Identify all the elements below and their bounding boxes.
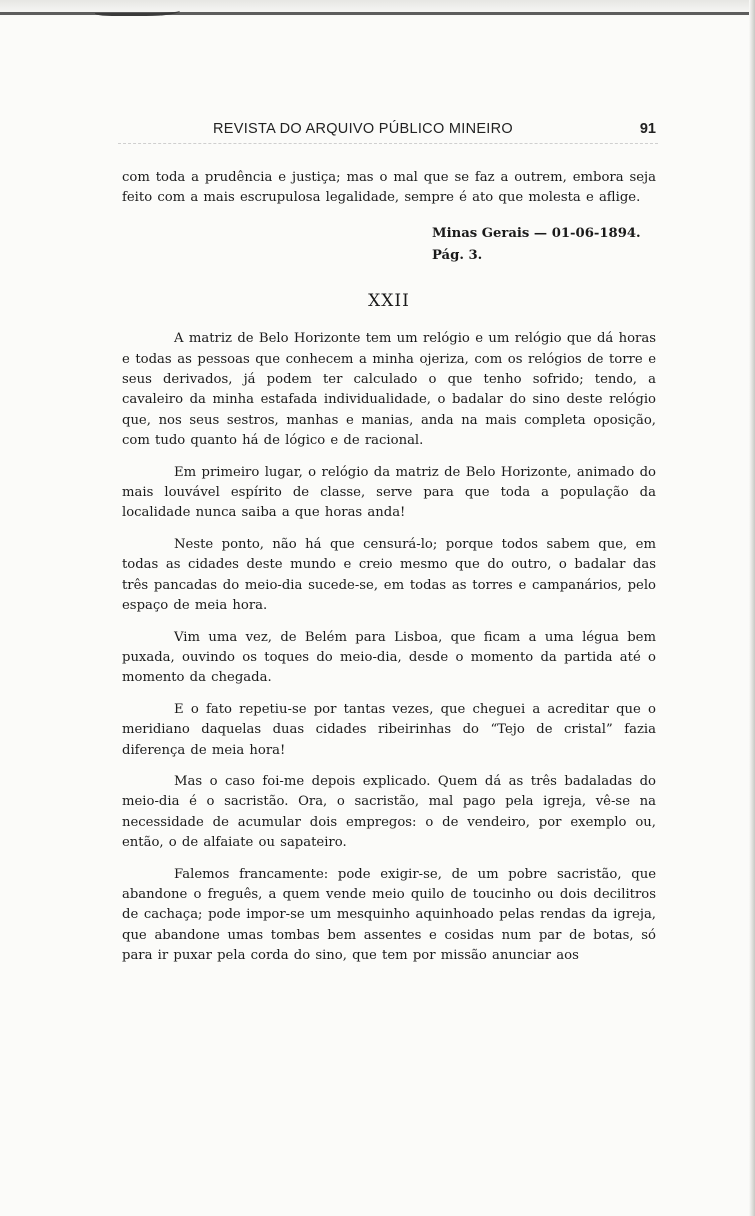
section-heading: XXII [368, 290, 410, 311]
citation-source: Minas Gerais — 01-06-1894. [432, 225, 641, 241]
scan-page-edge [749, 0, 755, 1216]
opening-paragraph: com toda a prudência e justiça; mas o mal que se faz a outrem, embora seja feito com a mais escrupulosa legalidade, sempre é ato que molesta e aflige. [122, 170, 656, 206]
source-citation [432, 223, 656, 267]
citation-page: Pág. 3. [432, 247, 483, 263]
paragraph-4: Vim uma vez, de Belém para Lisboa, que ficam a uma légua bem puxada, ouvindo os toques do meio-dia, desde o momento da partida até o momento da chegada. [122, 629, 656, 686]
paragraph-5: E o fato repetiu-se por tantas vezes, que cheguei a acreditar que o meridiano daquelas duas cidades ribeirinhas do “Tejo de cristal” fazia diferença de meia hora! [122, 701, 656, 758]
scan-ink-mark [95, 3, 180, 16]
running-header [118, 121, 658, 147]
journal-title: REVISTA DO ARQUIVO PÚBLICO MINEIRO [213, 121, 513, 137]
page-body [122, 168, 656, 967]
paragraph-1: A matriz de Belo Horizonte tem um relógio e um relógio que dá horas e todas as pessoas que conhecem a minha ojeriza, com os relógios de torre e seus derivados, já podem ter calculado o que tenho sofrido; tendo, a cavaleiro da minha estafada individualidade, o badalar do sino deste relógio que, nos seus sestros, manhas e manias, anda na mais completa oposição, com tudo quanto há de lógico e de racional. [122, 331, 656, 449]
paragraph-3: Neste ponto, não há que censurá-lo; porque todos sabem que, em todas as cidades deste mundo e creio mesmo que do outro, o badalar das três pancadas do meio-dia sucede-se, em todas as torres e campanários, pelo espaço de meia hora. [122, 536, 656, 614]
paragraph-7: Falemos francamente: pode exigir-se, de um pobre sacristão, que abandone o freguês, a quem vende meio quilo de toucinho ou dois decilitros de cachaça; pode impor-se um mesquinho aquinhoado pelas rendas da igreja, que abandone umas tombas bem assentes e cosidas num par de botas, só para ir puxar pela corda do sino, que tem por missão anunciar aos [122, 866, 656, 964]
header-rule [118, 143, 658, 144]
page-number: 91 [639, 121, 656, 137]
paragraph-2: Em primeiro lugar, o relógio da matriz de Belo Horizonte, animado do mais louvável espírito de classe, serve para que toda a população da localidade nunca saiba a que horas anda! [122, 464, 656, 521]
paragraph-6: Mas o caso foi-me depois explicado. Quem dá as três badaladas do meio-dia é o sacristão. Ora, o sacristão, mal pago pela igreja, vê-se na necessidade de acumular dois empregos: o de vendeiro, por exemplo ou, então, o de alfaiate ou sapateiro. [122, 773, 656, 851]
